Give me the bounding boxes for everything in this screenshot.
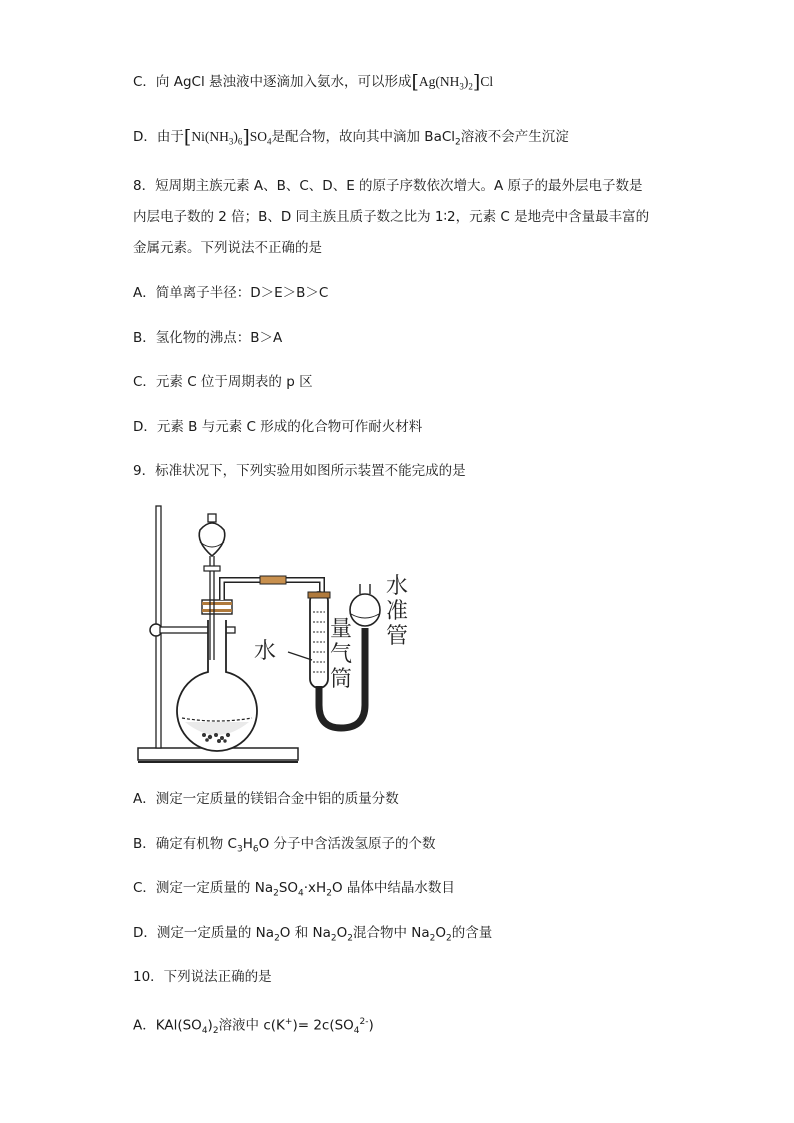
label-burette-char-1: 量 [330,617,353,642]
bracket: ] [472,71,481,93]
label-level-char-3: 管 [386,624,409,649]
q9-option-a: A．测定一定质量的镁铝合金中铝的质量分数 [133,791,399,807]
label-burette-char-3: 筒 [330,667,353,692]
q9-option-d: D．测定一定质量的 $Na_2O$ 和 $Na_2O_2$混合物中 $Na_2O_2$的含量 [133,925,493,944]
label-leveling-tube [386,574,408,649]
q8-stem-line-2: 内层电子数的 2 倍；B、D 同主族且质子数之比为 1∶2，元素 C 是地壳中含量最丰富的 [133,209,650,225]
q10-option-a: A．$KAl(SO_4)_2$溶液中 $c(K^+)= 2c(SO_4^{2-})$ [133,1017,374,1037]
q9-option-b: B．确定有机物 $C_3H_6O$ 分子中含活泼氢原子的个数 [133,836,436,855]
bracket: ] [242,126,250,148]
rubber-connector [260,576,286,584]
leveling-bulb [350,584,380,626]
bracket: [ [183,126,192,148]
q9-stem: 9．标准状况下，下列实验用如图所示装置不能完成的是 [133,463,466,479]
q7-option-c: C．向 AgCl 悬浊液中逐滴加入氨水，可以形成$[Ag(NH_3)_2]Cl$ [133,71,494,93]
label-level-char-2: 准 [386,599,409,624]
q8-option-a: A．简单离子半径：D＞E＞B＞C [133,285,329,301]
gas-burette [308,592,330,688]
round-bottom-flask [177,620,257,751]
q8-option-c: C．元素 C 位于周期表的 p 区 [133,374,313,390]
q8-stem-line-3: 金属元素。下列说法不正确的是 [133,240,322,256]
label-burette-char-2: 气 [330,642,353,667]
label-water: 水 [254,639,277,664]
q8-option-d: D．元素 B 与元素 C 形成的化合物可作耐火材料 [133,419,423,435]
label-burette [330,617,352,692]
q9-option-c: C．测定一定质量的 $Na_2SO_4\cdot xH_2O$ 晶体中结晶水数目 [133,880,455,899]
bracket: [ [411,71,419,93]
q10-stem: 10．下列说法正确的是 [133,969,272,985]
q8-stem-line-1: 8．短周期主族元素 A、B、C、D、E 的原子序数依次增大。A 原子的最外层电子数是 [133,178,643,194]
q7-option-d: D．由于$[Ni(NH_3)_6]SO_4$是配合物，故向其中滴加 BaCl$_2$溶液不会产生沉淀 [133,126,569,148]
q8-option-b: B．氢化物的沸点：B＞A [133,330,283,346]
water-pointer [288,652,312,660]
label-level-char-1: 水 [386,574,409,599]
gas-measuring-apparatus-figure [130,500,420,770]
